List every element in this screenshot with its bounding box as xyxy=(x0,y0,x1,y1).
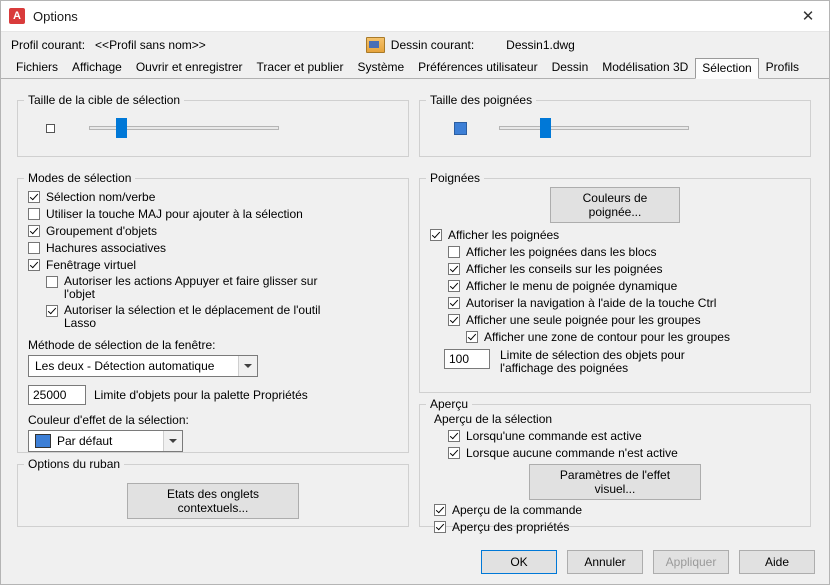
checkbox-show-single-grip-on-groups[interactable] xyxy=(448,313,800,327)
checkbox-show-bounding-box-on-groups[interactable] xyxy=(466,330,800,344)
cancel-button[interactable]: Annuler xyxy=(567,550,643,574)
grip-object-limit-row xyxy=(430,349,800,375)
object-limit-label: Limite d'objets pour la palette Propriétés xyxy=(94,388,308,402)
grip-object-limit-label: Limite de sélection des objets pour l'affichage des poignées xyxy=(500,348,685,375)
grips-legend: Poignées xyxy=(430,171,481,185)
checkbox-use-shift-to-add[interactable] xyxy=(28,207,398,221)
checkbox-label: Aperçu de la commande xyxy=(452,503,583,517)
pickbox-preview-square xyxy=(46,124,55,133)
selection-modes-legend: Modes de sélection xyxy=(28,171,132,185)
contextual-tab-states-button[interactable]: Etats des onglets contextuels... xyxy=(127,483,299,519)
checkbox-implied-windowing[interactable] xyxy=(28,258,398,272)
preview-legend: Aperçu xyxy=(430,397,469,411)
checkbox-box[interactable] xyxy=(28,191,40,203)
window-title: Options xyxy=(33,8,78,24)
close-icon[interactable]: ✕ xyxy=(801,8,815,25)
checkbox-noun-verb-selection[interactable] xyxy=(28,190,398,204)
tab-fichiers[interactable]: Fichiers xyxy=(16,60,59,74)
checkbox-label: Groupement d'objets xyxy=(46,224,158,238)
checkbox-label: Afficher une zone de contour pour les groupes xyxy=(484,330,730,344)
checkbox-label: Autoriser les actions Appuyer et faire glisser sur l'objet xyxy=(64,274,318,301)
selection-preview-label: Aperçu de la sélection xyxy=(434,412,553,426)
checkbox-box[interactable] xyxy=(448,430,460,442)
profile-label: Profil courant: xyxy=(11,38,86,52)
grip-slider-thumb[interactable] xyxy=(540,118,551,138)
selection-modes-group xyxy=(17,171,409,453)
ribbon-options-group xyxy=(17,457,409,527)
tab-ouvrir-enregistrer[interactable]: Ouvrir et enregistrer xyxy=(135,60,243,74)
tab-bar xyxy=(1,58,829,79)
ribbon-options-legend: Options du ruban xyxy=(28,457,121,471)
checkbox-label: Afficher les conseils sur les poignées xyxy=(466,262,663,276)
object-limit-input[interactable] xyxy=(28,385,86,405)
chevron-down-icon[interactable] xyxy=(163,431,182,451)
grip-slider[interactable] xyxy=(499,126,689,130)
checkbox-label: Autoriser la sélection et le déplacement de l'outil Lasso xyxy=(64,303,321,330)
checkbox-command-preview[interactable] xyxy=(434,503,800,517)
apply-button[interactable]: Appliquer xyxy=(653,550,729,574)
chevron-down-icon[interactable] xyxy=(238,356,257,376)
checkbox-box[interactable] xyxy=(448,314,460,326)
checkbox-label: Sélection nom/verbe xyxy=(46,190,156,204)
grips-group xyxy=(419,171,811,393)
tab-selection[interactable]: Sélection xyxy=(695,58,758,79)
drawing-label: Dessin courant: xyxy=(390,38,475,52)
checkbox-show-grip-tips[interactable] xyxy=(448,262,800,276)
checkbox-show-grips[interactable] xyxy=(430,228,800,242)
checkbox-label: Afficher les poignées dans les blocs xyxy=(466,245,657,259)
selection-effect-color-combo[interactable] xyxy=(28,430,183,452)
checkbox-object-grouping[interactable] xyxy=(28,224,398,238)
tab-systeme[interactable]: Système xyxy=(357,60,405,74)
tab-modelisation-3d[interactable]: Modélisation 3D xyxy=(602,60,689,74)
checkbox-associative-hatch[interactable] xyxy=(28,241,398,255)
drawing-value: Dessin1.dwg xyxy=(506,38,575,52)
checkbox-box[interactable] xyxy=(434,504,446,516)
checkbox-show-dynamic-grip-menu[interactable] xyxy=(448,279,800,293)
checkbox-box[interactable] xyxy=(466,331,478,343)
drawing-block xyxy=(366,37,575,53)
checkbox-when-command-is-active[interactable] xyxy=(448,429,800,443)
checkbox-allow-ctrl-cycling[interactable] xyxy=(448,296,800,310)
window-selection-method-combo[interactable] xyxy=(28,355,258,377)
checkbox-box[interactable] xyxy=(448,297,460,309)
pickbox-slider-row xyxy=(28,117,398,139)
checkbox-label: Utiliser la touche MAJ pour ajouter à la sélection xyxy=(46,207,303,221)
checkbox-box[interactable] xyxy=(28,225,40,237)
checkbox-box[interactable] xyxy=(448,263,460,275)
checkbox-label: Fenêtrage virtuel xyxy=(46,258,137,272)
checkbox-allow-press-and-drag-for-lasso[interactable] xyxy=(46,304,346,330)
help-button[interactable]: Aide xyxy=(739,550,815,574)
pickbox-size-group xyxy=(17,93,409,157)
checkbox-box[interactable] xyxy=(430,229,442,241)
grip-size-group xyxy=(419,93,811,157)
checkbox-label: Autoriser la navigation à l'aide de la touche Ctrl xyxy=(466,296,717,310)
dwg-file-icon xyxy=(366,37,385,53)
tab-tracer-publier[interactable]: Tracer et publier xyxy=(256,60,344,74)
checkbox-label: Afficher une seule poignée pour les groupes xyxy=(466,313,701,327)
grip-colors-button[interactable]: Couleurs de poignée... xyxy=(550,187,680,223)
checkbox-label: Aperçu des propriétés xyxy=(452,520,570,534)
grip-size-legend: Taille des poignées xyxy=(430,93,533,107)
visual-effect-settings-button[interactable]: Paramètres de l'effet visuel... xyxy=(529,464,701,500)
checkbox-label: Lorsqu'une commande est active xyxy=(466,429,642,443)
checkbox-box[interactable] xyxy=(28,242,40,254)
window-selection-method-label: Méthode de sélection de la fenêtre: xyxy=(28,338,216,352)
selection-effect-color-value: Par défaut xyxy=(57,434,113,448)
grip-slider-row xyxy=(430,117,800,139)
ok-button[interactable]: OK xyxy=(481,550,557,574)
checkbox-box[interactable] xyxy=(434,521,446,533)
pickbox-slider[interactable] xyxy=(89,126,279,130)
tab-affichage[interactable]: Affichage xyxy=(72,60,122,74)
dialog-footer xyxy=(1,550,829,574)
tab-preferences-utilisateur[interactable]: Préférences utilisateur xyxy=(418,60,538,74)
checkbox-box[interactable] xyxy=(46,276,58,288)
checkbox-box[interactable] xyxy=(448,280,460,292)
tab-dessin[interactable]: Dessin xyxy=(551,60,589,74)
pickbox-slider-thumb[interactable] xyxy=(116,118,127,138)
checkbox-label: Lorsque aucune commande n'est active xyxy=(466,446,678,460)
tab-profils[interactable]: Profils xyxy=(765,60,800,74)
app-logo-icon: A xyxy=(9,8,25,24)
checkbox-box[interactable] xyxy=(448,447,460,459)
checkbox-box[interactable] xyxy=(28,259,40,271)
object-limit-row xyxy=(28,385,398,405)
checkbox-label: Afficher les poignées xyxy=(448,228,560,242)
checkbox-box[interactable] xyxy=(46,305,58,317)
color-swatch-icon xyxy=(35,434,51,448)
pickbox-size-legend: Taille de la cible de sélection xyxy=(28,93,181,107)
checkbox-property-preview[interactable] xyxy=(434,520,800,534)
preview-group xyxy=(419,397,811,534)
checkbox-show-grips-within-blocks[interactable] xyxy=(448,245,800,259)
dialog-body xyxy=(9,85,821,555)
title-bar xyxy=(1,1,829,32)
checkbox-label: Hachures associatives xyxy=(46,241,167,255)
selection-effect-color-label: Couleur d'effet de la sélection: xyxy=(28,413,189,427)
checkbox-box[interactable] xyxy=(448,246,460,258)
checkbox-label: Afficher le menu de poignée dynamique xyxy=(466,279,678,293)
profile-row xyxy=(1,32,829,58)
window-selection-method-value: Les deux - Détection automatique xyxy=(35,359,215,373)
checkbox-box[interactable] xyxy=(28,208,40,220)
checkbox-allow-press-and-drag-on-object[interactable] xyxy=(46,275,346,301)
grip-object-limit-input[interactable] xyxy=(444,349,490,369)
checkbox-when-no-command-is-active[interactable] xyxy=(448,446,800,460)
grip-preview-square xyxy=(454,122,467,135)
profile-value: <<Profil sans nom>> xyxy=(95,38,206,52)
